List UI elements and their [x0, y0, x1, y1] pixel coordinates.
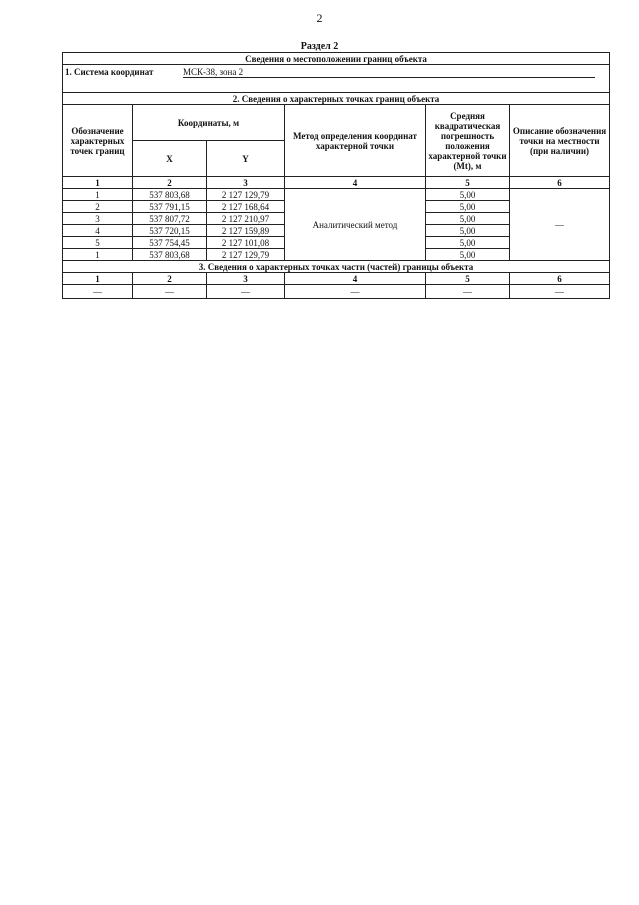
column-number: 6: [510, 273, 610, 285]
column-number: 5: [426, 273, 510, 285]
point-y: 2 127 101,08: [207, 237, 285, 249]
point-error: 5,00: [426, 189, 510, 201]
method-cell: Аналитический метод: [285, 189, 426, 261]
description-cell: —: [510, 189, 610, 261]
section3-column-numbers-row: [63, 273, 610, 285]
point-y: 2 127 159,89: [207, 225, 285, 237]
column-number: 1: [63, 273, 133, 285]
header-designation: Обозначение характерных точек границ: [63, 105, 133, 177]
column-number: 3: [207, 273, 285, 285]
point-id: 1: [63, 249, 133, 261]
table-row: [63, 285, 610, 299]
column-number: 4: [285, 273, 426, 285]
empty-cell: —: [510, 285, 610, 299]
point-id: 4: [63, 225, 133, 237]
coordinate-system-row: [63, 65, 610, 93]
column-number: 2: [133, 177, 207, 189]
point-x: 537 720,15: [133, 225, 207, 237]
point-y: 2 127 129,79: [207, 189, 285, 201]
point-y: 2 127 168,64: [207, 201, 285, 213]
point-error: 5,00: [426, 249, 510, 261]
empty-cell: —: [285, 285, 426, 299]
point-error: 5,00: [426, 213, 510, 225]
point-id: 2: [63, 201, 133, 213]
column-number: 1: [63, 177, 133, 189]
point-id: 5: [63, 237, 133, 249]
column-number: 3: [207, 177, 285, 189]
header-coordinates: Координаты, м: [133, 105, 285, 141]
table-title: Сведения о местоположении границ объекта: [63, 53, 610, 65]
point-y: 2 127 129,79: [207, 249, 285, 261]
header-method: Метод определения координат характерной точки: [285, 105, 426, 177]
empty-cell: —: [426, 285, 510, 299]
coordinate-system-value: МСК-38, зона 2: [183, 68, 595, 78]
empty-cell: —: [133, 285, 207, 299]
column-number: 2: [133, 273, 207, 285]
table-row: [63, 189, 610, 201]
point-x: 537 754,45: [133, 237, 207, 249]
header-x: X: [133, 141, 207, 177]
column-number: 6: [510, 177, 610, 189]
header-description: Описание обозначения точки на местности (при наличии): [510, 105, 610, 177]
header-error: Средняя квадратическая погрешность положения характерной точки (Mt), м: [426, 105, 510, 177]
point-id: 1: [63, 189, 133, 201]
empty-cell: —: [63, 285, 133, 299]
page-number: 2: [316, 11, 323, 25]
coordinate-system-label: 1. Система координат: [65, 67, 154, 77]
column-number: 5: [426, 177, 510, 189]
point-x: 537 803,68: [133, 249, 207, 261]
point-x: 537 791,15: [133, 201, 207, 213]
section2-title: 2. Сведения о характерных точках границ объекта: [63, 93, 610, 105]
section3-title: 3. Сведения о характерных точках части (частей) границы объекта: [63, 261, 610, 273]
point-x: 537 807,72: [133, 213, 207, 225]
point-error: 5,00: [426, 225, 510, 237]
point-error: 5,00: [426, 237, 510, 249]
section-title: Раздел 2: [300, 41, 339, 52]
point-x: 537 803,68: [133, 189, 207, 201]
header-y: Y: [207, 141, 285, 177]
boundary-table: [62, 52, 610, 299]
column-number: 4: [285, 177, 426, 189]
empty-cell: —: [207, 285, 285, 299]
point-id: 3: [63, 213, 133, 225]
column-numbers-row: [63, 177, 610, 189]
point-y: 2 127 210,97: [207, 213, 285, 225]
point-error: 5,00: [426, 201, 510, 213]
